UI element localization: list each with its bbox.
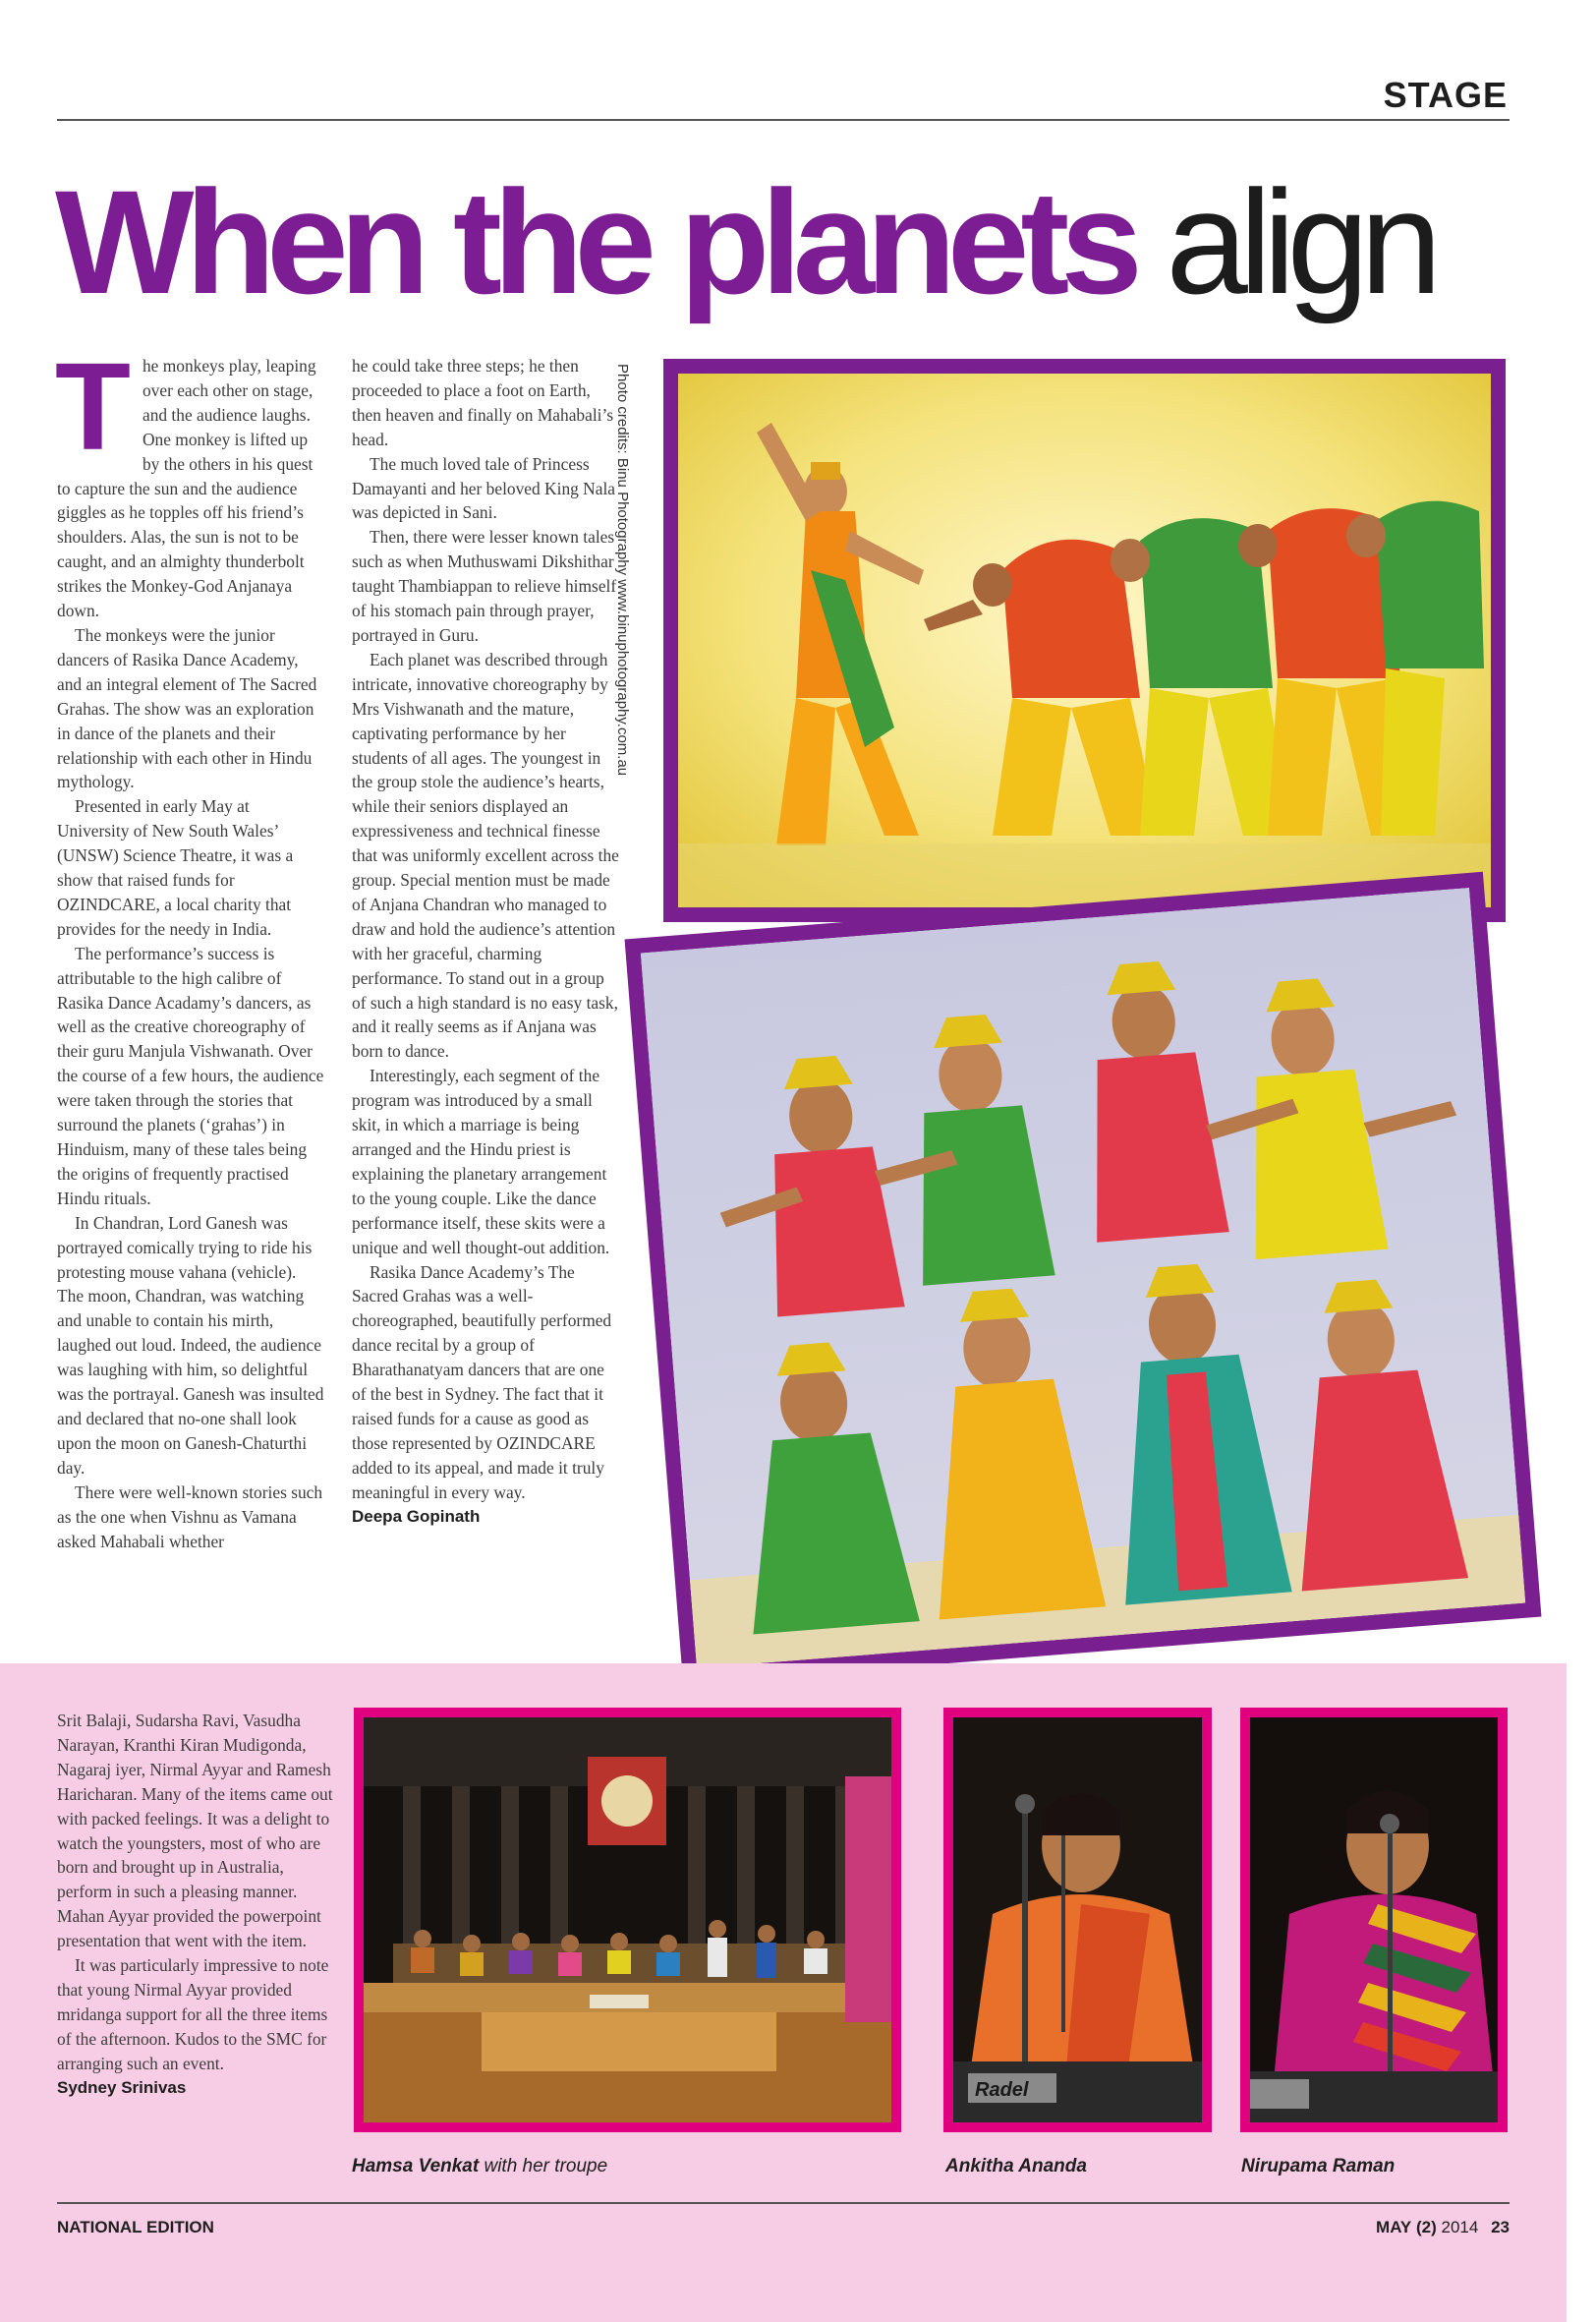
photo-dancers-group <box>625 872 1542 1684</box>
footer-year: 2014 <box>1441 2218 1479 2236</box>
footer-rule <box>57 2202 1510 2204</box>
paragraph: he monkeys play, leaping over each other on stage, and the audience laughs. One monkey is lifted up by the others in his quest to capture the sun and the audience giggles as he topples off his friend’s shoulders. Alas, the sun is not to be caught, and an almighty thunderbolt strikes the Monkey-God Anjanaya down. <box>57 356 316 621</box>
paragraph: It was particularly impressive to note that young Nirmal Ayyar provided mridanga support for all the three items of the afternoon. Kudos to the SMC for arranging such an event. <box>57 1955 329 2073</box>
caption-singer2-name: Nirupama Raman <box>1241 2156 1396 2177</box>
caption-singer1 <box>945 2156 1087 2177</box>
byline: Sydney Srinivas <box>57 2077 187 2097</box>
paragraph: There were well-known stories such as the one when Vishnu as Vamana asked Mahabali whether <box>57 1481 323 1551</box>
caption-singer2 <box>1241 2156 1395 2177</box>
headline <box>55 159 1434 324</box>
top-rule <box>57 119 1510 121</box>
paragraph: he could take three steps; he then proceeded to place a foot on Earth, then heaven and finally on Mahabali’s head. <box>352 356 614 449</box>
paragraph: Interestingly, each segment of the program was introduced by a small skit, in which a marriage is being arranged and the Hindu priest is explaining the planetary arrangement to the young couple. Like the dance performance itself, these skits were a unique and well thought-out addition. <box>352 1066 610 1257</box>
photo-credit: Photo credits: Binu Photography www.binuphotography.com.au <box>614 364 631 777</box>
article-column-1 <box>55 337 324 1553</box>
paragraph: The performance’s success is attributable to the high calibre of Rasika Dance Acadamy’s dancers, as well as the creative choreography of their guru Manjula Vishwanath. Over the course of a few hours, the audience were taken through the stories that surround the planets (‘grahas’) in Hinduism, many of these tales being the origins of frequently practised Hindu rituals. <box>57 943 324 1208</box>
paragraph: Srit Balaji, Sudarsha Ravi, Vasudha Narayan, Kranthi Kiran Mudigonda, Nagaraj iyer, Nirmal Ayyar and Ramesh Haricharan. Many of the items came out with packed feelings. It was a delight to watch the youngsters, most of who are born and brought up in Australia, perform in such a pleasing manner. Mahan Ayyar provided the powerpoint presentation that went with the item. <box>57 1711 333 1951</box>
paragraph: Then, there were lesser known tales such as when Muthuswami Dikshithar taught Thambiappan to relieve himself of his stomach pain through prayer, portrayed in Guru. <box>352 527 617 645</box>
page-number: 23 <box>1491 2218 1510 2236</box>
photo-singer-nirupama-image <box>1250 1717 1498 2122</box>
drop-cap: T <box>55 337 131 476</box>
headline-bold: When the planets <box>55 159 1134 324</box>
footer-issue: (2) <box>1416 2218 1437 2236</box>
caption-troupe-name: Hamsa Venkat <box>352 2156 480 2177</box>
paragraph: In Chandran, Lord Ganesh was portrayed comically trying to ride his protesting mouse vahana (vehicle). The moon, Chandran, was watching and unable to contain his mirth, laughed out loud. Indeed, the audience was laughing with him, so delightful was the portrayal. Ganesh was insulted and declared that no-one shall look upon the moon on Ganesh-Chaturthi day. <box>57 1212 324 1478</box>
caption-troupe-rest: with her troupe <box>484 2156 608 2177</box>
footer-month: MAY <box>1376 2218 1412 2236</box>
paragraph: The much loved tale of Princess Damayanti and her beloved King Nala was depicted in Sani. <box>352 453 616 523</box>
paragraph: Each planet was described through intricate, innovative choreography by Mrs Vishwanath and the mature, captivating performance by her students of all ages. The youngest in the group stole the audience’s hearts, while their seniors displayed an expressiveness and technical finesse that was uniformly excellent across the group. Special mention must be made of Anjana Chandran who managed to draw and hold the audience’s attention with her graceful, charming performance. To stand out in a group of such a high standard is no easy task, and it really seems as if Anjana was born to dance. <box>352 649 619 1062</box>
photo-singer-ankitha-image <box>953 1717 1202 2122</box>
photo-troupe-image <box>364 1717 891 2122</box>
photo-dancers-line-image <box>678 374 1491 907</box>
photo-dancers-group-image <box>641 888 1526 1668</box>
byline: Deepa Gopinath <box>352 1506 481 1526</box>
photo-dancers-line <box>663 359 1506 922</box>
paragraph: The monkeys were the junior dancers of Rasika Dance Academy, and an integral element of The Sacred Grahas. The show was an exploration in dance of the planets and their relationship with each other in Hindu mythology. <box>57 624 317 792</box>
caption-troupe <box>352 2156 607 2177</box>
paragraph: Rasika Dance Academy’s The Sacred Grahas was a well-choreographed, beautifully performed dance recital by a group of Bharathanatyam dancers that are one of the best in Sydney. The fact that it raised funds for a cause as good as those represented by OZINDCARE added to its appeal, and made it truly meaningful in every way. <box>352 1261 612 1502</box>
stage-sign: Radel <box>975 2079 1029 2101</box>
section-label: STAGE <box>1383 75 1508 115</box>
footer-edition: NATIONAL EDITION <box>57 2218 214 2236</box>
headline-light: align <box>1166 159 1434 324</box>
footer-date-page <box>1376 2218 1510 2237</box>
article-column-2 <box>352 354 621 1530</box>
photo-singer-nirupama <box>1240 1708 1508 2132</box>
photo-singer-ankitha <box>943 1708 1212 2132</box>
caption-singer1-name: Ankitha Ananda <box>945 2156 1087 2177</box>
second-article <box>57 1709 338 2101</box>
photo-troupe <box>354 1708 901 2132</box>
paragraph: Presented in early May at University of New South Wales’ (UNSW) Science Theatre, it was a show that raised funds for OZINDCARE, a local charity that provides for the needy in India. <box>57 796 294 939</box>
